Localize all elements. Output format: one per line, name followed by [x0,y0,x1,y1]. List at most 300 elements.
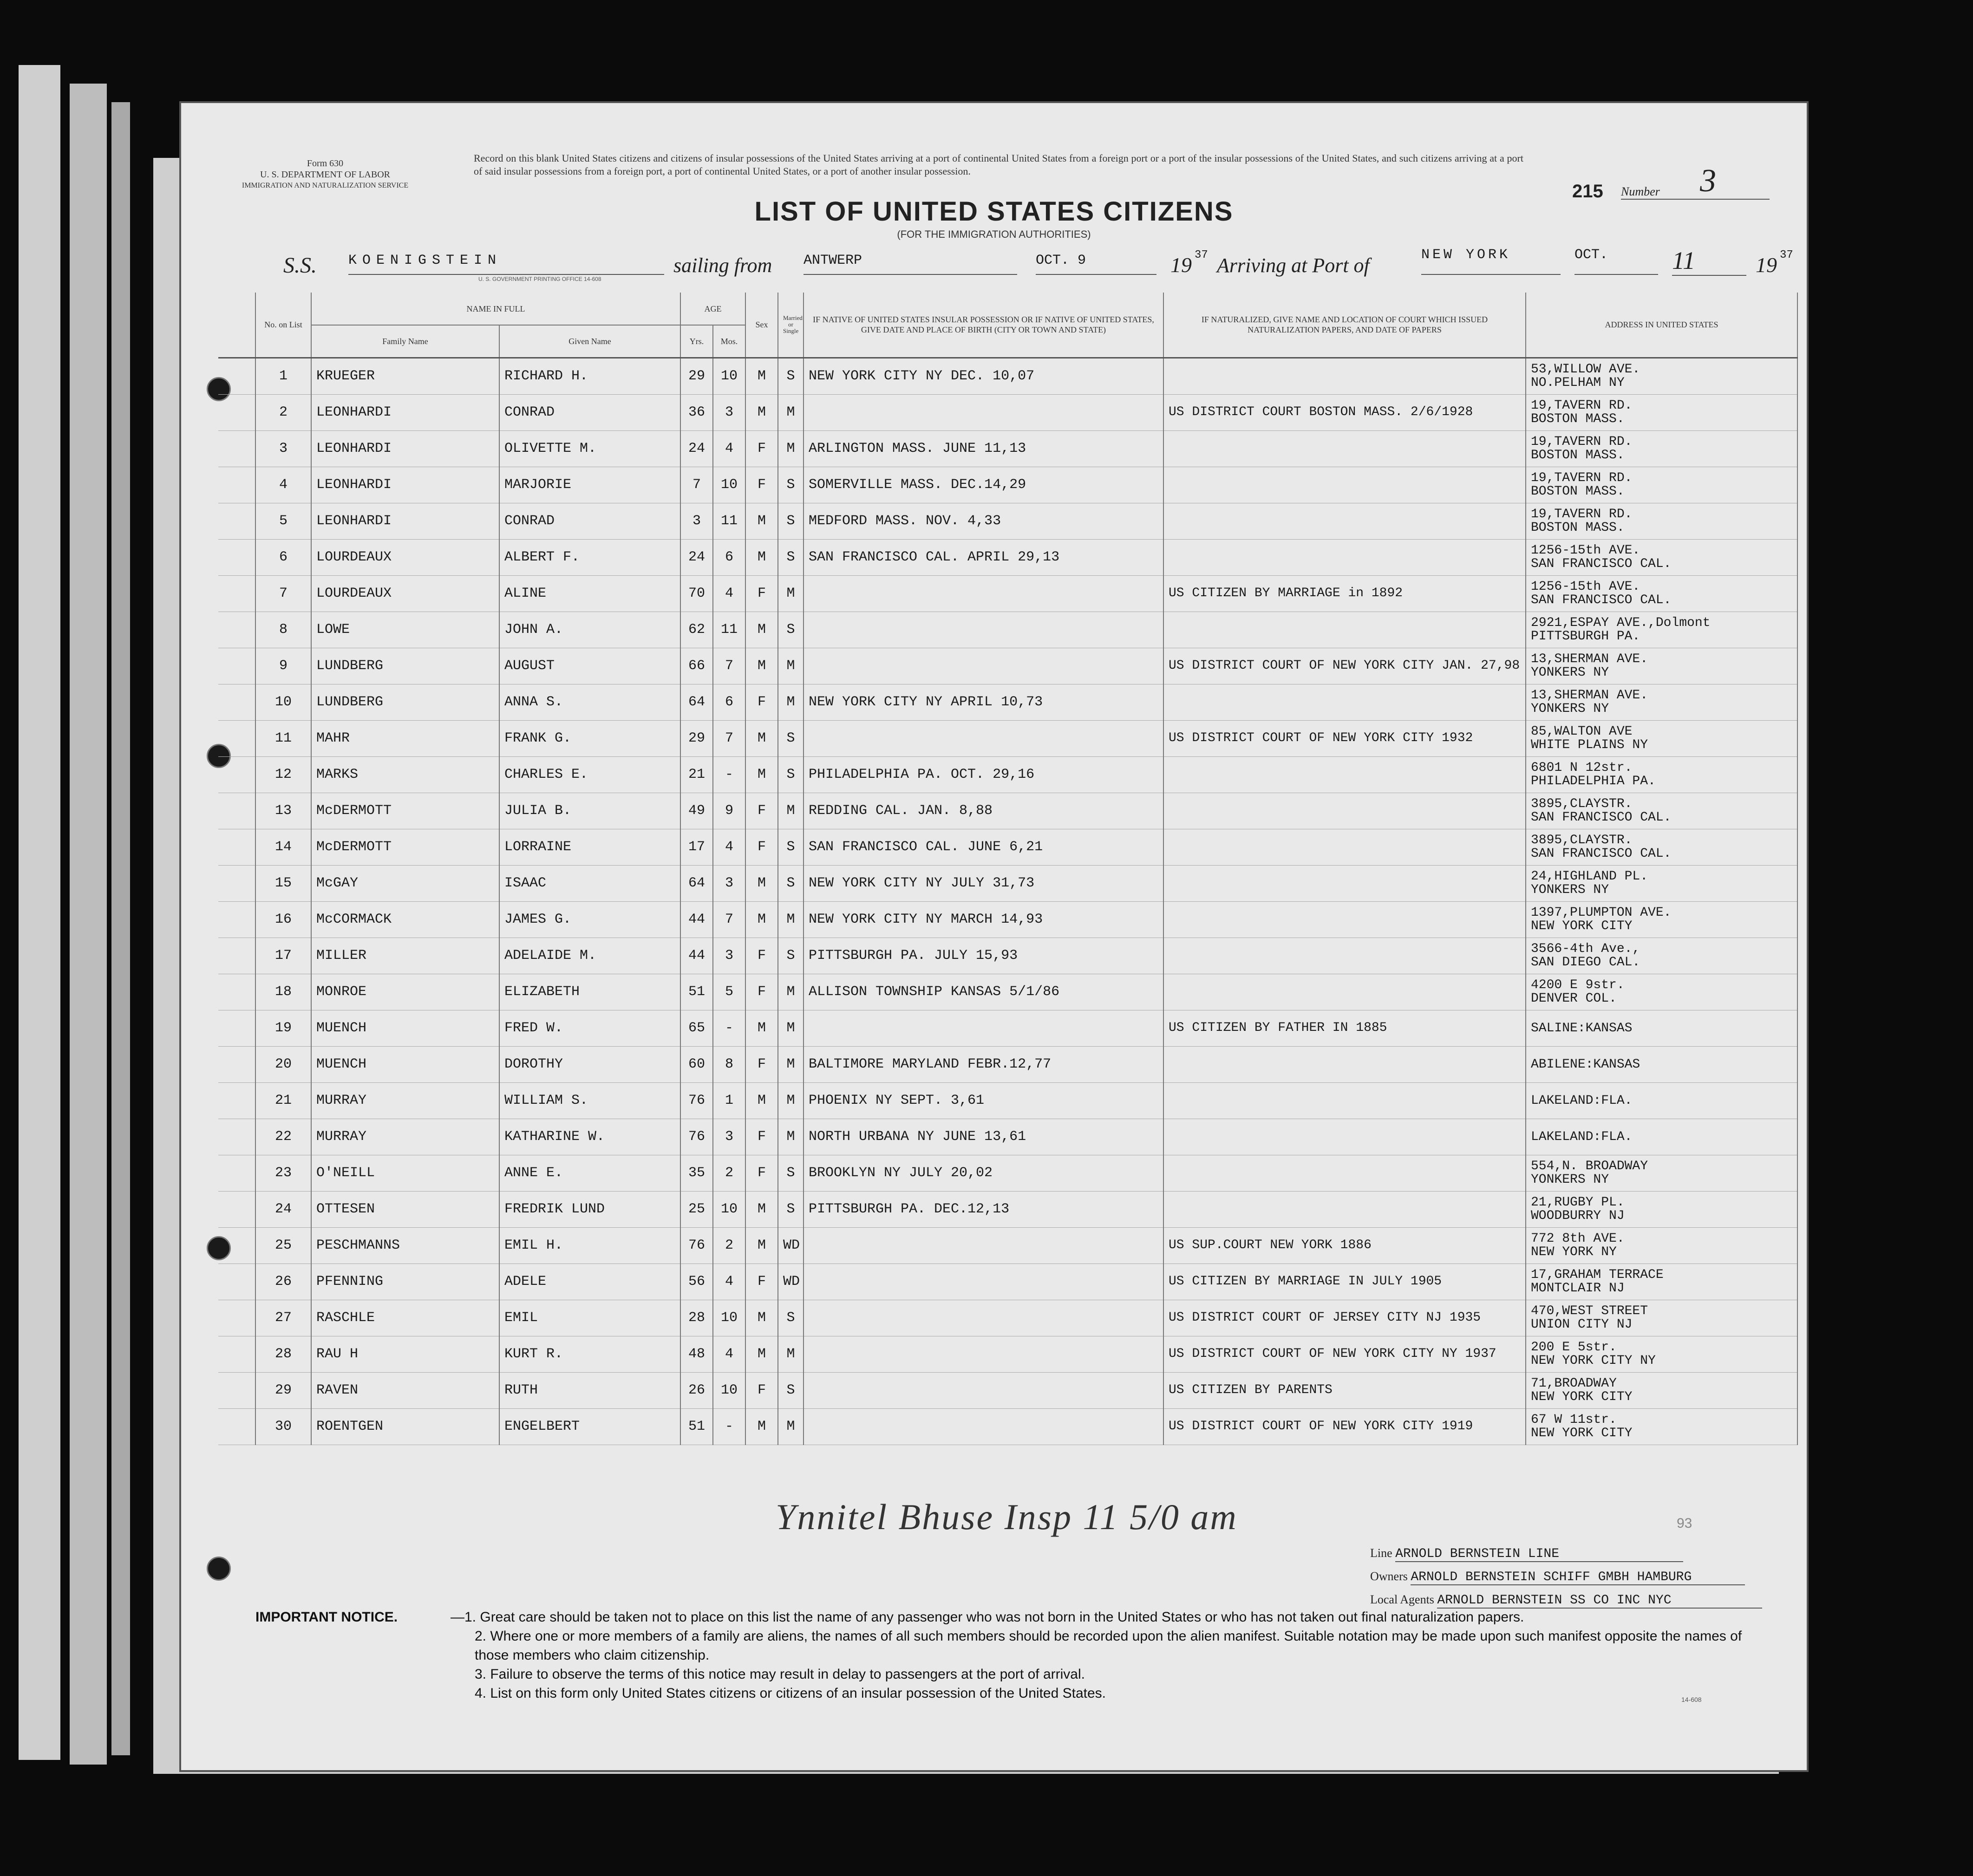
mos-cell: 9 [713,793,745,829]
row-margin [218,1264,255,1300]
row-margin [218,1300,255,1336]
line-field [1370,1546,1683,1562]
row-margin [218,938,255,974]
mos-cell: 10 [713,1300,745,1336]
no-cell: 10 [255,684,311,720]
family-cell: ROENTGEN [311,1408,499,1445]
birth-cell [804,1010,1163,1046]
inspector-signature: Ynnitel Bhuse Insp 11 5/0 am [776,1497,1238,1537]
address-cell [1526,612,1797,648]
birth-cell: SAN FRANCISCO CAL. APRIL 29,13 [804,539,1163,575]
ms-cell: S [778,358,804,394]
address-line-2: BOSTON MASS. [1531,484,1625,499]
address-cell [1526,358,1797,394]
naturalization-cell [1163,612,1526,648]
address-line-1: 67 W 11str. [1531,1413,1617,1427]
yrs-cell: 17 [680,829,713,865]
birth-cell: REDDING CAL. JAN. 8,88 [804,793,1163,829]
family-cell: LOWE [311,612,499,648]
passenger-row [218,358,1797,394]
address-line-2: BOSTON MASS. [1531,521,1625,535]
address-line-2: NO.PELHAM NY [1531,376,1625,390]
yrs-cell: 28 [680,1300,713,1336]
address-cell [1526,575,1797,612]
no-cell: 23 [255,1155,311,1191]
arrive-month: OCT. [1574,247,1658,275]
row-margin [218,1372,255,1408]
punch-hole-4 [207,1557,231,1581]
yrs-cell: 65 [680,1010,713,1046]
sex-cell: F [745,1046,778,1082]
row-margin [218,974,255,1010]
passenger-row [218,539,1797,575]
passenger-row [218,720,1797,756]
col-married: Married or Single [778,293,804,358]
sex-cell: M [745,503,778,539]
owners-value: ARNOLD BERNSTEIN SCHIFF GMBH HAMBURG [1411,1570,1745,1585]
address-cell [1526,901,1797,938]
manifest-sheet [181,103,1807,1770]
address-line-2: NEW YORK CITY NY [1531,1354,1656,1368]
address-line-1: 2921,ESPAY AVE.,Dolmont [1531,616,1711,630]
ms-cell: M [778,1082,804,1119]
naturalization-cell [1163,1119,1526,1155]
address-line-1: 1397,PLUMPTON AVE. [1531,905,1672,920]
yrs-cell: 64 [680,865,713,901]
from-port: ANTWERP [804,253,1017,275]
birth-cell [804,1264,1163,1300]
sex-cell: F [745,1119,778,1155]
arrive-day: 11 [1672,246,1746,276]
form-code: 14-608 [1681,1696,1702,1703]
passenger-row [218,575,1797,612]
sex-cell: M [745,720,778,756]
naturalization-cell [1163,684,1526,720]
record-notice: Record on this blank United States citizens and citizens of insular possessions of the United States arriving at a port of continental United States from a foreign port or a port of the insular possessions of the United States, and such citizens arriving at a port of said insular possessions from a foreign port, a port of continental United States, or a port of another insular possession. [474,152,1523,177]
address-line-1: 85,WALTON AVE [1531,724,1633,739]
table-header [218,293,1797,358]
owners-label: Owners [1370,1570,1408,1583]
line-value: ARNOLD BERNSTEIN LINE [1395,1547,1683,1562]
page-title: LIST OF UNITED STATES CITIZENS [754,196,1234,227]
naturalization-cell [1163,539,1526,575]
address-line-1: LAKELAND:FLA. [1531,1093,1633,1108]
birth-cell: PITTSBURGH PA. DEC.12,13 [804,1191,1163,1227]
number-value: 3 [1700,163,1716,199]
address-line-1: 4200 E 9str. [1531,978,1625,992]
family-cell: O'NEILL [311,1155,499,1191]
address-cell [1526,829,1797,865]
naturalization-cell [1163,1082,1526,1119]
family-cell: LEONHARDI [311,467,499,503]
address-cell [1526,503,1797,539]
arrive-year: 37 [1780,249,1793,261]
mos-cell: 7 [713,648,745,684]
yrs-cell: 7 [680,467,713,503]
sex-cell: F [745,793,778,829]
passenger-row [218,901,1797,938]
naturalization-cell [1163,793,1526,829]
address-line-1: 1256-15th AVE. [1531,580,1640,594]
address-line-2: SAN FRANCISCO CAL. [1531,557,1672,571]
row-margin [218,1155,255,1191]
given-cell: LORRAINE [499,829,680,865]
family-cell: LOURDEAUX [311,575,499,612]
address-line-1: 3895,CLAYSTR. [1531,833,1633,847]
agents-label: Local Agents [1370,1593,1434,1606]
sex-cell: M [745,1191,778,1227]
mos-cell: - [713,1408,745,1445]
mos-cell: - [713,1010,745,1046]
address-line-1: 772 8th AVE. [1531,1231,1625,1246]
no-cell: 25 [255,1227,311,1264]
ms-cell: M [778,430,804,467]
ms-cell: M [778,1119,804,1155]
voyage-line [283,242,1793,280]
naturalization-cell: US CITIZEN BY PARENTS [1163,1372,1526,1408]
yrs-cell: 76 [680,1082,713,1119]
arrive-port: NEW YORK [1421,247,1561,275]
ms-cell: WD [778,1227,804,1264]
col-address: ADDRESS IN UNITED STATES [1526,293,1797,358]
naturalization-cell: US DISTRICT COURT OF JERSEY CITY NJ 1935 [1163,1300,1526,1336]
ms-cell: M [778,575,804,612]
passenger-row [218,1082,1797,1119]
ms-cell: WD [778,1264,804,1300]
given-cell: MARJORIE [499,467,680,503]
address-cell [1526,394,1797,430]
family-cell: MONROE [311,974,499,1010]
sex-cell: F [745,684,778,720]
address-line-1: 71,BROADWAY [1531,1376,1617,1391]
sex-cell: F [745,575,778,612]
address-cell [1526,430,1797,467]
address-line-2: BOSTON MASS. [1531,448,1625,462]
yrs-cell: 24 [680,430,713,467]
given-cell: ANNE E. [499,1155,680,1191]
sex-cell: M [745,1227,778,1264]
family-cell: McDERMOTT [311,829,499,865]
yrs-cell: 3 [680,503,713,539]
notice-item-3: 3. Failure to observe the terms of this notice may result in delay to passengers at the port of arrival. [475,1667,1085,1682]
address-line-1: 1256-15th AVE. [1531,543,1640,558]
mos-cell: - [713,756,745,793]
mos-cell: 10 [713,1372,745,1408]
given-cell: JAMES G. [499,901,680,938]
given-cell: KATHARINE W. [499,1119,680,1155]
row-margin [218,1191,255,1227]
passenger-row [218,467,1797,503]
birth-cell: PHILADELPHIA PA. OCT. 29,16 [804,756,1163,793]
family-cell: LEONHARDI [311,394,499,430]
given-cell: AUGUST [499,648,680,684]
naturalization-cell [1163,974,1526,1010]
mos-cell: 11 [713,503,745,539]
address-line-2: SAN FRANCISCO CAL. [1531,847,1672,861]
address-cell [1526,1408,1797,1445]
depart-date: OCT. 9 [1036,253,1156,275]
row-margin [218,793,255,829]
passenger-row [218,938,1797,974]
mos-cell: 2 [713,1155,745,1191]
family-cell: LOURDEAUX [311,539,499,575]
address-line-2: SAN FRANCISCO CAL. [1531,810,1672,825]
naturalization-cell [1163,865,1526,901]
ms-cell: S [778,1300,804,1336]
family-cell: LEONHARDI [311,503,499,539]
address-cell [1526,720,1797,756]
address-cell [1526,1372,1797,1408]
row-margin [218,648,255,684]
passenger-row [218,793,1797,829]
address-cell [1526,467,1797,503]
family-cell: MILLER [311,938,499,974]
sex-cell: M [745,1408,778,1445]
mos-cell: 4 [713,829,745,865]
ms-cell: M [778,394,804,430]
sex-cell: F [745,974,778,1010]
given-cell: DOROTHY [499,1046,680,1082]
row-margin [218,865,255,901]
yrs-cell: 60 [680,1046,713,1082]
address-line-2: YONKERS NY [1531,883,1609,897]
line-label: Line [1370,1546,1392,1560]
sex-cell: F [745,829,778,865]
given-cell: ALINE [499,575,680,612]
row-margin [218,575,255,612]
row-margin [218,1046,255,1082]
address-line-2: NEW YORK CITY [1531,1426,1633,1440]
address-line-2: PITTSBURGH PA. [1531,629,1640,644]
birth-cell [804,1300,1163,1336]
family-cell: MUENCH [311,1046,499,1082]
mos-cell: 10 [713,467,745,503]
no-cell: 17 [255,938,311,974]
address-line-1: 3566-4th Ave., [1531,942,1640,956]
address-line-1: 13,SHERMAN AVE. [1531,652,1648,666]
address-cell [1526,1155,1797,1191]
col-blank [218,293,255,358]
yrs-cell: 64 [680,684,713,720]
sex-cell: M [745,1082,778,1119]
sex-cell: M [745,394,778,430]
ms-cell: S [778,539,804,575]
ms-cell: M [778,648,804,684]
address-cell [1526,1191,1797,1227]
mos-cell: 7 [713,901,745,938]
no-cell: 12 [255,756,311,793]
passenger-row [218,1408,1797,1445]
family-cell: McCORMACK [311,901,499,938]
birth-cell [804,1336,1163,1372]
passenger-row [218,394,1797,430]
address-cell [1526,756,1797,793]
family-cell: RAU H [311,1336,499,1372]
naturalization-cell: US CITIZEN BY FATHER IN 1885 [1163,1010,1526,1046]
address-line-2: SAN FRANCISCO CAL. [1531,593,1672,607]
address-line-1: 19,TAVERN RD. [1531,398,1633,413]
birth-cell [804,720,1163,756]
family-cell: MARKS [311,756,499,793]
address-line-1: 3895,CLAYSTR. [1531,797,1633,811]
family-cell: MURRAY [311,1119,499,1155]
family-cell: KRUEGER [311,358,499,394]
naturalization-cell [1163,1046,1526,1082]
birth-cell: ALLISON TOWNSHIP KANSAS 5/1/86 [804,974,1163,1010]
sex-cell: M [745,539,778,575]
passenger-row [218,1155,1797,1191]
birth-cell: BROOKLYN NY JULY 20,02 [804,1155,1163,1191]
family-cell: LUNDBERG [311,648,499,684]
mos-cell: 4 [713,575,745,612]
no-cell: 1 [255,358,311,394]
passenger-row [218,1119,1797,1155]
yrs-cell: 44 [680,938,713,974]
row-margin [218,829,255,865]
given-cell: RICHARD H. [499,358,680,394]
given-cell: EMIL H. [499,1227,680,1264]
given-cell: ENGELBERT [499,1408,680,1445]
yrs-cell: 66 [680,648,713,684]
col-sex: Sex [745,293,778,358]
given-cell: KURT R. [499,1336,680,1372]
notice-item-4: 4. List on this form only United States citizens or citizens of an insular possession of the United States. [475,1686,1106,1701]
yrs-cell: 35 [680,1155,713,1191]
naturalization-cell [1163,829,1526,865]
col-naturalized: IF NATURALIZED, GIVE NAME AND LOCATION OF COURT WHICH ISSUED NATURALIZATION PAPERS, AND DATE OF PAPERS [1163,293,1526,358]
address-line-1: SALINE:KANSAS [1531,1021,1633,1036]
mos-cell: 7 [713,720,745,756]
passenger-row [218,756,1797,793]
ms-cell: M [778,1408,804,1445]
no-cell: 15 [255,865,311,901]
passenger-row [218,1010,1797,1046]
naturalization-cell [1163,901,1526,938]
table-body [218,358,1797,1445]
no-cell: 9 [255,648,311,684]
passenger-row [218,865,1797,901]
address-cell [1526,974,1797,1010]
no-cell: 21 [255,1082,311,1119]
sex-cell: M [745,865,778,901]
yrs-cell: 76 [680,1227,713,1264]
naturalization-cell [1163,1155,1526,1191]
col-yrs: Yrs. [680,325,713,358]
mos-cell: 8 [713,1046,745,1082]
owners-field [1370,1570,1745,1585]
family-cell: MURRAY [311,1082,499,1119]
birth-cell [804,1227,1163,1264]
naturalization-cell: US DISTRICT COURT OF NEW YORK CITY 1919 [1163,1408,1526,1445]
sex-cell: F [745,938,778,974]
no-cell: 26 [255,1264,311,1300]
address-line-2: YONKERS NY [1531,1172,1609,1187]
given-cell: EMIL [499,1300,680,1336]
given-cell: ELIZABETH [499,974,680,1010]
naturalization-cell [1163,756,1526,793]
passenger-row [218,684,1797,720]
arriving-label: Arriving at Port of [1217,254,1370,277]
ms-cell: M [778,684,804,720]
col-given-name: Given Name [499,325,680,358]
ms-cell: S [778,1155,804,1191]
naturalization-cell: US DISTRICT COURT OF NEW YORK CITY 1932 [1163,720,1526,756]
sex-cell: M [745,358,778,394]
family-cell: OTTESEN [311,1191,499,1227]
address-line-1: 554,N. BROADWAY [1531,1159,1648,1173]
sailing-from-label: sailing from [673,254,772,277]
ms-cell: S [778,467,804,503]
given-cell: FRED W. [499,1010,680,1046]
birth-cell: SAN FRANCISCO CAL. JUNE 6,21 [804,829,1163,865]
birth-cell: PHOENIX NY SEPT. 3,61 [804,1082,1163,1119]
given-cell: ADELAIDE M. [499,938,680,974]
no-cell: 29 [255,1372,311,1408]
address-line-1: 6801 N 12str. [1531,761,1633,775]
yrs-cell: 26 [680,1372,713,1408]
address-cell [1526,684,1797,720]
yrs-cell: 29 [680,720,713,756]
no-cell: 11 [255,720,311,756]
sex-cell: F [745,430,778,467]
row-margin [218,358,255,394]
address-line-1: LAKELAND:FLA. [1531,1129,1633,1144]
yrs-cell: 48 [680,1336,713,1372]
mos-cell: 2 [713,1227,745,1264]
passenger-row [218,648,1797,684]
no-cell: 20 [255,1046,311,1082]
page-mark: 93 [1677,1516,1692,1531]
address-line-2: NEW YORK CITY [1531,919,1633,933]
no-cell: 4 [255,467,311,503]
ms-cell: S [778,1191,804,1227]
passenger-row [218,1336,1797,1372]
no-cell: 28 [255,1336,311,1372]
passenger-row [218,1264,1797,1300]
ms-cell: M [778,1336,804,1372]
given-cell: CONRAD [499,394,680,430]
sex-cell: F [745,1155,778,1191]
row-margin [218,1082,255,1119]
sex-cell: F [745,1372,778,1408]
printing-office: U. S. GOVERNMENT PRINTING OFFICE 14-608 [478,276,601,282]
ship-name: KOENIGSTEIN [348,253,664,275]
address-line-2: BOSTON MASS. [1531,412,1625,426]
birth-cell: NEW YORK CITY NY APRIL 10,73 [804,684,1163,720]
given-cell: CONRAD [499,503,680,539]
given-cell: ADELE [499,1264,680,1300]
no-cell: 7 [255,575,311,612]
address-cell [1526,1082,1797,1119]
birth-cell: MEDFORD MASS. NOV. 4,33 [804,503,1163,539]
mos-cell: 3 [713,394,745,430]
naturalization-cell [1163,430,1526,467]
birth-cell [804,648,1163,684]
row-margin [218,1408,255,1445]
mos-cell: 11 [713,612,745,648]
passenger-row [218,612,1797,648]
birth-cell [804,612,1163,648]
family-cell: MAHR [311,720,499,756]
mos-cell: 10 [713,1191,745,1227]
birth-cell [804,394,1163,430]
ms-cell: S [778,865,804,901]
no-cell: 8 [255,612,311,648]
no-cell: 22 [255,1119,311,1155]
naturalization-cell: US DISTRICT COURT OF NEW YORK CITY JAN. 27,98 [1163,648,1526,684]
mos-cell: 4 [713,1264,745,1300]
birth-cell [804,1408,1163,1445]
